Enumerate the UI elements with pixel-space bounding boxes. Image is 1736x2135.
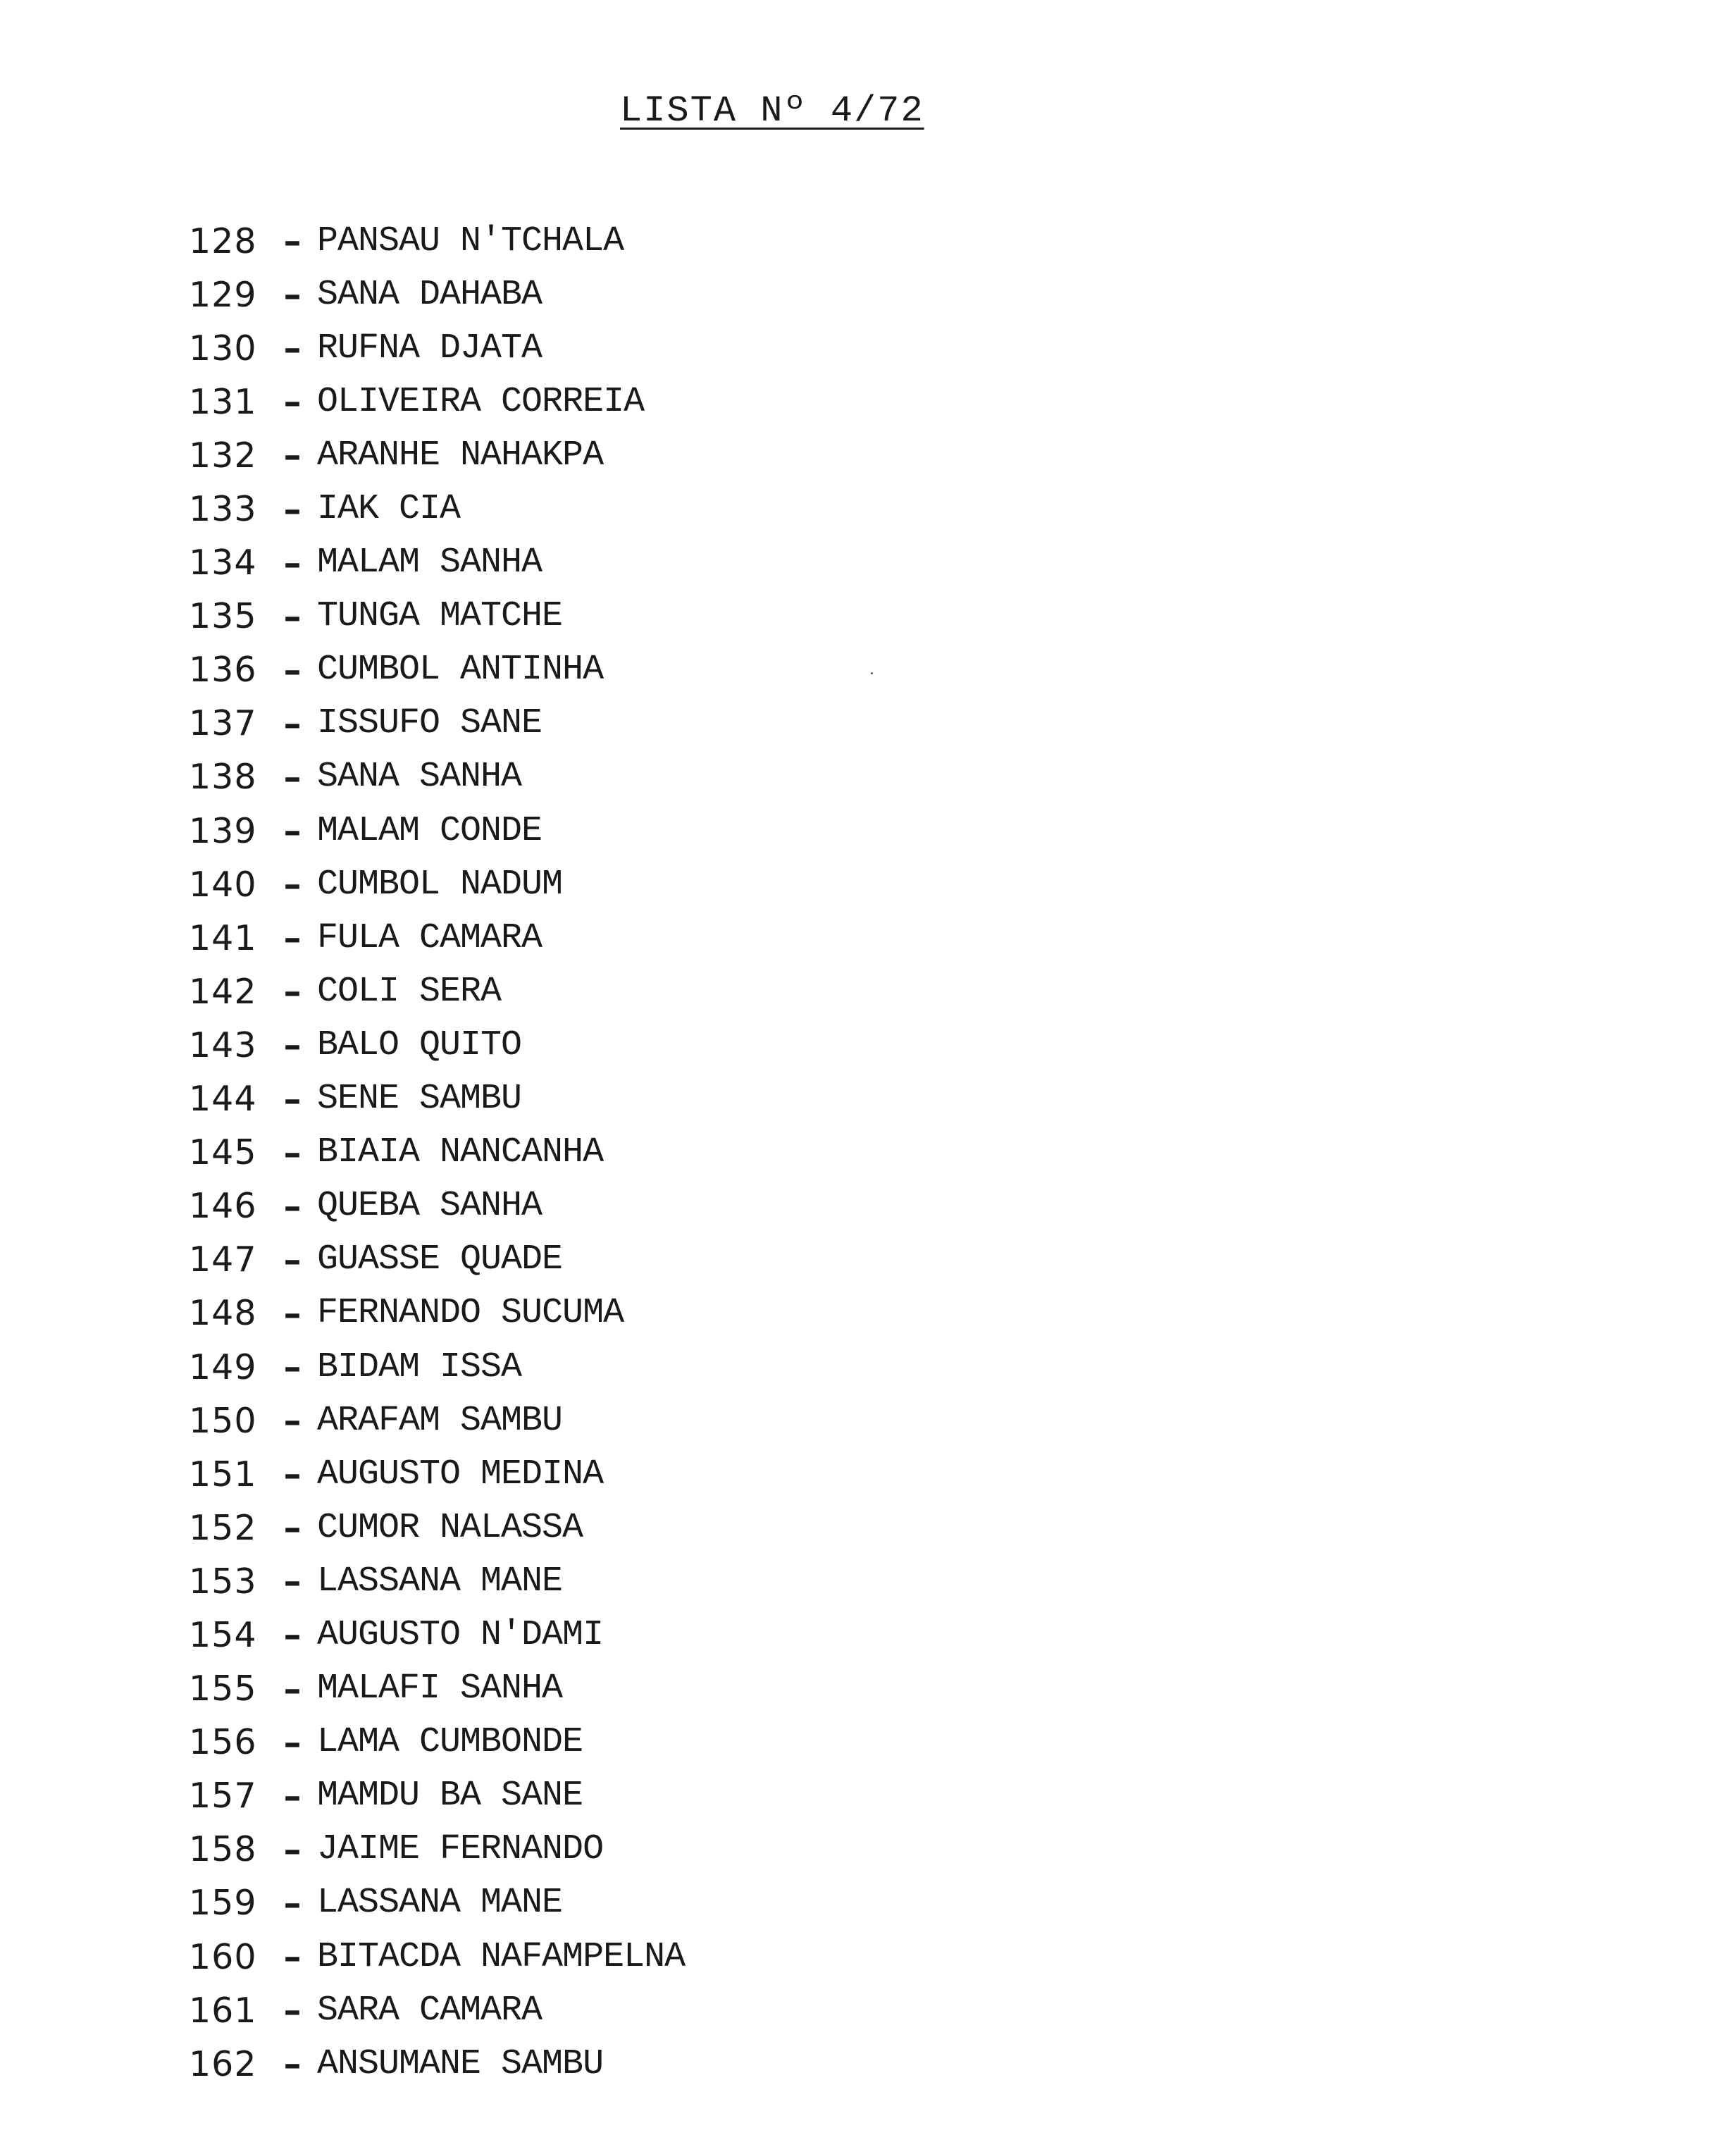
entry-number: 145	[189, 1132, 257, 1173]
list-item	[189, 536, 685, 590]
list-item	[189, 1180, 685, 1233]
entry-name: ANSUMANE SAMBU	[317, 2043, 604, 2084]
list-item	[189, 1716, 685, 1769]
list-item	[189, 1876, 685, 1930]
entry-dash: –	[283, 595, 302, 637]
list-item	[189, 804, 685, 858]
entry-name: FERNANDO SUCUMA	[317, 1293, 624, 1334]
entry-dash: –	[283, 1882, 302, 1924]
entry-dash: –	[283, 1936, 302, 1978]
list-item	[189, 1126, 685, 1180]
entry-number: 161	[189, 1990, 257, 2031]
entry-dash: –	[283, 1828, 302, 1870]
entry-dash: –	[283, 274, 302, 316]
entry-number: 159	[189, 1883, 257, 1924]
entry-number: 151	[189, 1454, 257, 1494]
entry-number: 146	[189, 1186, 257, 1227]
entry-dash: –	[283, 2043, 302, 2085]
entry-name: COLI SERA	[317, 971, 502, 1012]
entry-name: IAK CIA	[317, 489, 461, 530]
entry-name: SARA CAMARA	[317, 1990, 542, 2031]
entry-number: 136	[189, 650, 257, 691]
page-title: LISTA Nº 4/72	[620, 90, 924, 132]
list-item	[189, 1769, 685, 1823]
entry-dash: –	[283, 1292, 302, 1334]
entry-name: ARAFAM SAMBU	[317, 1400, 563, 1441]
list-item	[189, 375, 685, 428]
entry-dash: –	[283, 1668, 302, 1709]
entry-number: 149	[189, 1347, 257, 1387]
entry-number: 131	[189, 381, 257, 422]
list-item	[189, 2037, 685, 2091]
list-item	[189, 1340, 685, 1394]
entry-number: 158	[189, 1829, 257, 1870]
entry-name: MALAM CONDE	[317, 810, 542, 851]
entry-number: 156	[189, 1722, 257, 1763]
entry-number: 153	[189, 1561, 257, 1602]
entry-number: 135	[189, 596, 257, 637]
entry-dash: –	[283, 328, 302, 369]
entry-name: AUGUSTO MEDINA	[317, 1454, 604, 1494]
entry-number: 130	[189, 328, 257, 369]
entry-dash: –	[283, 1561, 302, 1602]
entry-dash: –	[283, 1614, 302, 1656]
entry-number: 129	[189, 274, 257, 315]
entry-dash: –	[283, 1990, 302, 2031]
list-item	[189, 750, 685, 804]
entry-dash: –	[283, 1025, 302, 1066]
list-item	[189, 1072, 685, 1126]
entry-number: 137	[189, 703, 257, 744]
entry-name: BITACDA NAFAMPELNA	[317, 1936, 686, 1977]
entry-number: 157	[189, 1776, 257, 1817]
entry-number: 150	[189, 1400, 257, 1441]
entry-dash: –	[283, 488, 302, 530]
list-item	[189, 643, 685, 697]
list-item	[189, 1984, 685, 2037]
list-item	[189, 1930, 685, 1984]
entry-dash: –	[283, 810, 302, 852]
entry-dash: –	[283, 649, 302, 691]
entry-number: 141	[189, 917, 257, 958]
list-item	[189, 965, 685, 1018]
list-item	[189, 911, 685, 965]
entry-name: CUMOR NALASSA	[317, 1507, 583, 1548]
entry-dash: –	[283, 703, 302, 744]
entry-number: 132	[189, 435, 257, 476]
entry-name: BALO QUITO	[317, 1025, 522, 1065]
list-item	[189, 1501, 685, 1554]
entry-name: SENE SAMBU	[317, 1079, 522, 1120]
entry-name: OLIVEIRA CORREIA	[317, 381, 645, 422]
entry-name: ARANHE NAHAKPA	[317, 435, 604, 476]
entry-name: FULA CAMARA	[317, 917, 542, 958]
entry-number: 155	[189, 1669, 257, 1709]
entry-name: RUFNA DJATA	[317, 328, 542, 369]
entry-number: 147	[189, 1239, 257, 1280]
entry-dash: –	[283, 756, 302, 798]
entry-dash: –	[283, 1239, 302, 1280]
entry-dash: –	[283, 1454, 302, 1495]
entry-name: TUNGA MATCHE	[317, 596, 563, 637]
entry-name: LASSANA MANE	[317, 1883, 563, 1924]
list-item	[189, 858, 685, 911]
entry-name: BIAIA NANCANHA	[317, 1132, 604, 1173]
entry-name: CUMBOL NADUM	[317, 864, 563, 905]
entry-name: BIDAM ISSA	[317, 1347, 522, 1387]
entry-name: PANSAU N'TCHALA	[317, 221, 624, 261]
entry-dash: –	[283, 1185, 302, 1227]
entry-number: 152	[189, 1507, 257, 1548]
entry-name: QUEBA SANHA	[317, 1186, 542, 1227]
list-item	[189, 268, 685, 321]
entry-name: SANA DAHABA	[317, 274, 542, 315]
list-item	[189, 590, 685, 643]
entry-dash: –	[283, 917, 302, 959]
entry-number: 154	[189, 1614, 257, 1655]
entry-dash: –	[283, 435, 302, 476]
entry-dash: –	[283, 1078, 302, 1120]
entry-dash: –	[283, 221, 302, 262]
entry-dash: –	[283, 381, 302, 423]
list-item	[189, 1394, 685, 1447]
list-item	[189, 1447, 685, 1501]
entry-name: GUASSE QUADE	[317, 1239, 563, 1280]
entry-number: 162	[189, 2043, 257, 2084]
entry-dash: –	[283, 971, 302, 1013]
list-item	[189, 1608, 685, 1661]
entry-number: 128	[189, 221, 257, 261]
entry-dash: –	[283, 1507, 302, 1549]
entry-name: MALAM SANHA	[317, 543, 542, 583]
list-item	[189, 321, 685, 375]
entry-number: 144	[189, 1079, 257, 1120]
entry-number: 160	[189, 1936, 257, 1977]
list-item	[189, 214, 685, 268]
entry-number: 139	[189, 810, 257, 851]
list-item	[189, 697, 685, 750]
entry-number: 143	[189, 1025, 257, 1065]
entry-name: MALAFI SANHA	[317, 1669, 563, 1709]
entry-name: ISSUFO SANE	[317, 703, 542, 744]
list-item	[189, 1554, 685, 1608]
name-list	[189, 214, 685, 2091]
entry-dash: –	[283, 1132, 302, 1173]
entry-number: 138	[189, 757, 257, 798]
list-item	[189, 1823, 685, 1876]
entry-name: LAMA CUMBONDE	[317, 1722, 583, 1763]
list-item	[189, 1662, 685, 1716]
entry-number: 134	[189, 543, 257, 583]
entry-number: 148	[189, 1293, 257, 1334]
entry-dash: –	[283, 1347, 302, 1388]
list-item	[189, 1018, 685, 1072]
entry-name: AUGUSTO N'DAMI	[317, 1614, 604, 1655]
entry-number: 140	[189, 864, 257, 905]
entry-name: MAMDU BA SANE	[317, 1776, 583, 1817]
entry-name: JAIME FERNANDO	[317, 1829, 604, 1870]
list-item	[189, 1233, 685, 1287]
entry-number: 133	[189, 489, 257, 530]
entry-name: SANA SANHA	[317, 757, 522, 798]
list-item	[189, 428, 685, 482]
entry-number: 142	[189, 971, 257, 1012]
list-item	[189, 1287, 685, 1340]
paper-speck	[871, 672, 873, 674]
entry-name: LASSANA MANE	[317, 1561, 563, 1602]
entry-dash: –	[283, 542, 302, 583]
entry-name: CUMBOL ANTINHA	[317, 650, 604, 691]
entry-dash: –	[283, 1721, 302, 1763]
list-item	[189, 482, 685, 536]
entry-dash: –	[283, 864, 302, 905]
entry-dash: –	[283, 1775, 302, 1817]
entry-dash: –	[283, 1400, 302, 1442]
